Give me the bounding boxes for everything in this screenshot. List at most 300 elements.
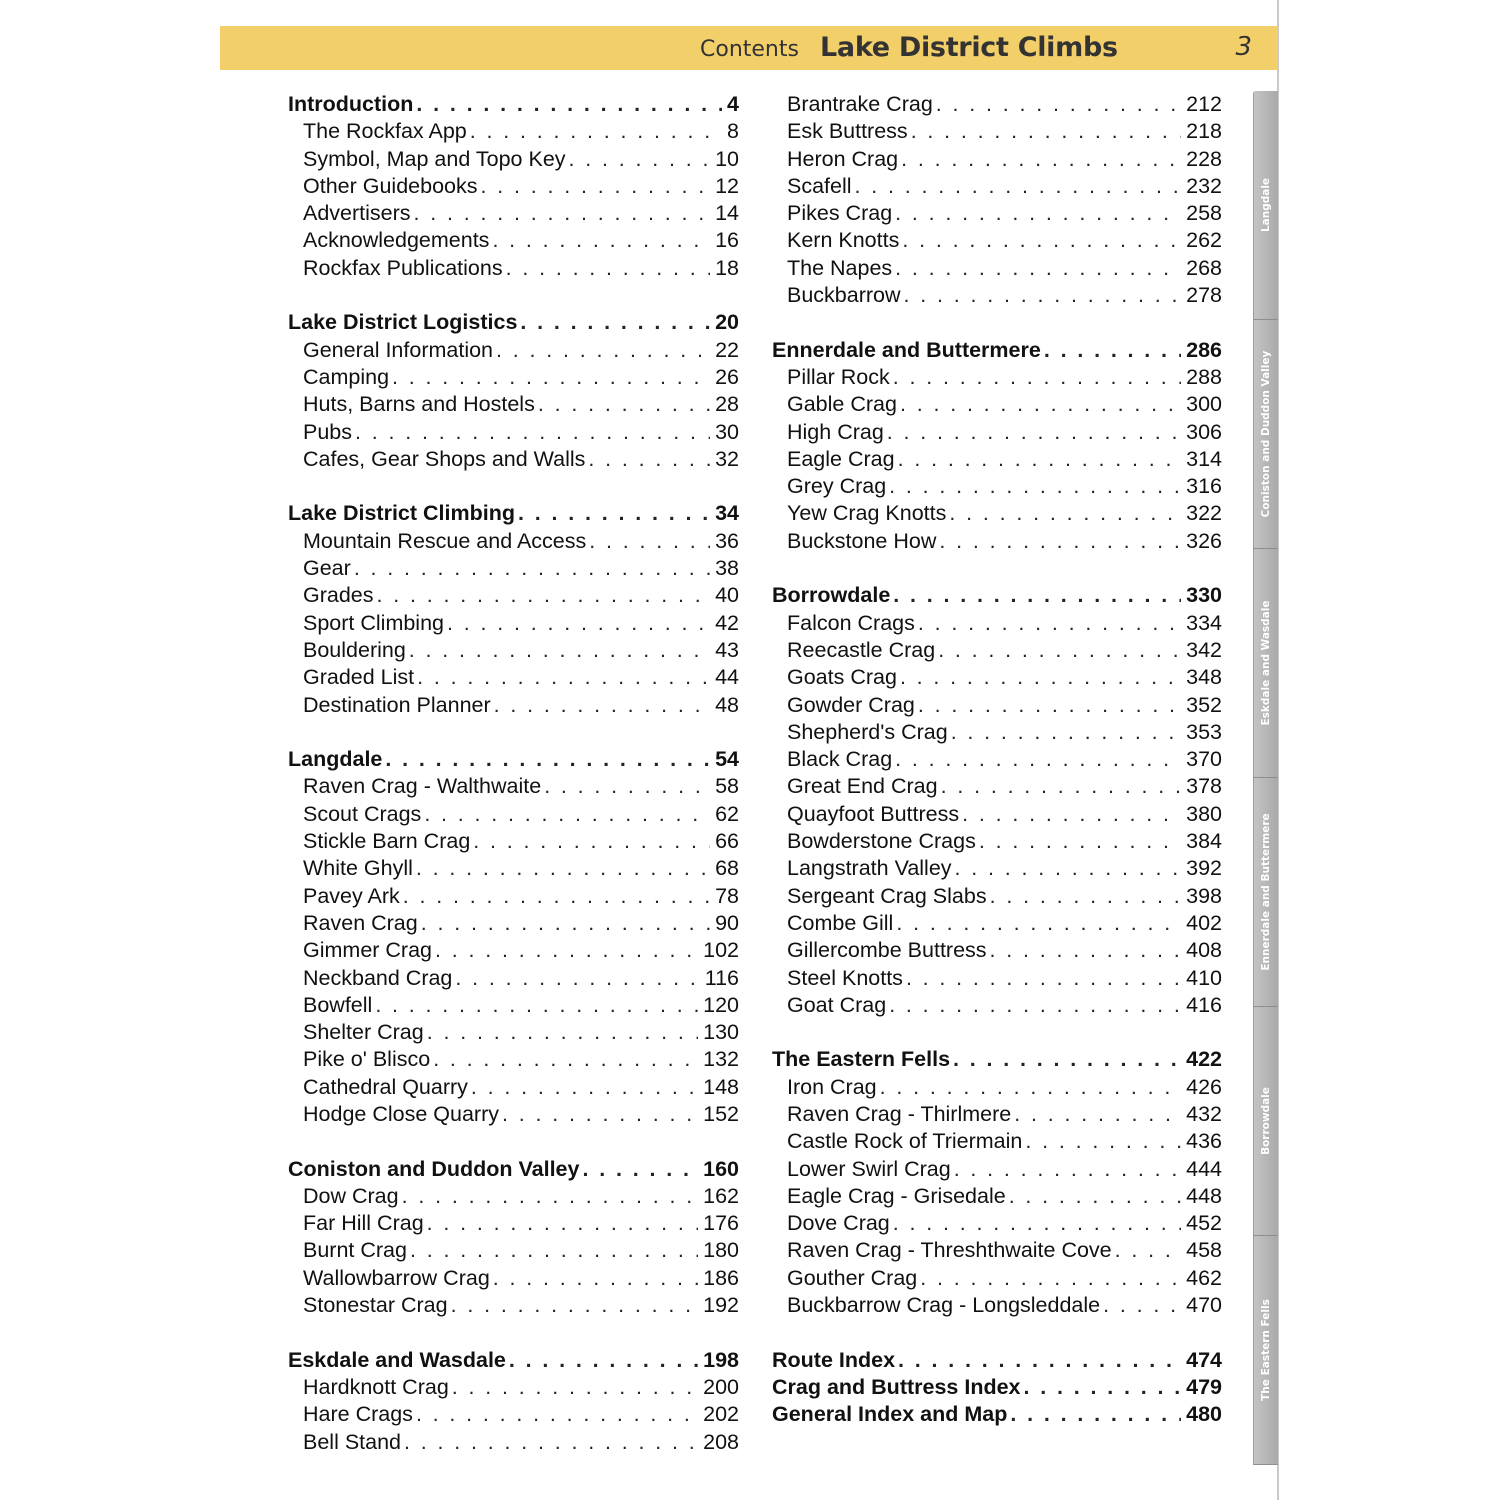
dot-leader <box>452 1374 698 1401</box>
toc-entry[interactable] <box>288 1019 739 1046</box>
toc-entry[interactable] <box>772 746 1222 773</box>
toc-entry-page: 202 <box>703 1402 739 1427</box>
toc-entry-title: White Ghyll <box>303 856 413 881</box>
toc-entry-page: 148 <box>703 1074 739 1099</box>
dot-leader <box>1103 1292 1181 1319</box>
dot-leader <box>518 500 710 527</box>
toc-section <box>772 582 1222 1019</box>
toc-entry-page: 334 <box>1186 610 1222 635</box>
toc-entry[interactable] <box>772 1101 1222 1128</box>
toc-chapter-heading-title: The Eastern Fells <box>772 1047 951 1072</box>
toc-entry[interactable] <box>772 282 1222 309</box>
toc-entry-page: 232 <box>1186 173 1222 198</box>
toc-chapter-heading[interactable] <box>772 582 1222 609</box>
dot-leader <box>938 637 1181 664</box>
toc-entry-title: Stickle Barn Crag <box>303 829 471 854</box>
toc-entry[interactable] <box>288 391 739 418</box>
toc-entry-title: Burnt Crag <box>303 1238 407 1263</box>
toc-entry-page: 448 <box>1186 1183 1222 1208</box>
toc-chapter-heading-page: 286 <box>1186 337 1222 362</box>
toc-index-entry[interactable] <box>772 1401 1222 1428</box>
dot-leader <box>470 118 722 145</box>
toc-entry[interactable] <box>288 1292 739 1319</box>
toc-entry-title: Lower Swirl Crag <box>787 1156 951 1181</box>
toc-entry[interactable] <box>772 473 1222 500</box>
dot-leader <box>895 200 1181 227</box>
chapter-tab[interactable] <box>1253 320 1278 549</box>
toc-entry-title: Pillar Rock <box>787 364 890 389</box>
toc-section <box>288 746 739 1128</box>
toc-entry-title: Esk Buttress <box>787 119 908 144</box>
dot-leader <box>416 855 710 882</box>
toc-entry-page: 26 <box>715 364 739 389</box>
toc-entry-title: Advertisers <box>303 201 411 226</box>
toc-entry-page: 62 <box>715 801 739 826</box>
toc-chapter-heading-page: 20 <box>715 310 739 335</box>
toc-entry-page: 212 <box>1186 92 1222 116</box>
dot-leader <box>900 391 1181 418</box>
toc-entry[interactable] <box>772 719 1222 746</box>
toc-entry-title: Shepherd's Crag <box>787 719 948 744</box>
toc-entry[interactable] <box>772 1292 1222 1319</box>
toc-left-column <box>288 91 739 1483</box>
toc-entry-title: Grades <box>303 583 374 608</box>
toc-entry[interactable] <box>288 637 739 664</box>
dot-leader <box>451 1292 699 1319</box>
toc-entry-title: The Rockfax App <box>303 119 467 144</box>
toc-index-entry-page: 474 <box>1186 1347 1222 1372</box>
dot-leader <box>911 118 1181 145</box>
toc-entry[interactable] <box>288 1374 739 1401</box>
toc-entry[interactable] <box>772 828 1222 855</box>
dot-leader <box>494 692 710 719</box>
toc-entry[interactable] <box>772 637 1222 664</box>
toc-section <box>772 337 1222 555</box>
toc-entry[interactable] <box>772 664 1222 691</box>
toc-entry[interactable] <box>288 910 739 937</box>
toc-chapter-heading-title: Lake District Climbing <box>288 501 515 526</box>
toc-entry[interactable] <box>772 1265 1222 1292</box>
dot-leader <box>962 801 1181 828</box>
toc-entry-title: Rockfax Publications <box>303 255 503 280</box>
toc-entry[interactable] <box>772 692 1222 719</box>
toc-entry-page: 58 <box>715 774 739 799</box>
toc-entry[interactable] <box>288 146 739 173</box>
toc-entry-page: 10 <box>715 146 739 171</box>
toc-entry[interactable] <box>772 610 1222 637</box>
toc-entry-page: 8 <box>727 119 739 144</box>
toc-entry[interactable] <box>772 801 1222 828</box>
toc-entry[interactable] <box>288 773 739 800</box>
toc-entry-title: Acknowledgements <box>303 228 490 253</box>
toc-entry-page: 353 <box>1186 719 1222 744</box>
toc-entry[interactable] <box>772 364 1222 391</box>
toc-entry[interactable] <box>772 118 1222 145</box>
toc-index-entry-page: 479 <box>1186 1374 1222 1399</box>
toc-chapter-heading[interactable] <box>288 309 739 336</box>
toc-entry[interactable] <box>772 1210 1222 1237</box>
toc-entry-title: The Napes <box>787 255 893 280</box>
dot-leader <box>1009 1183 1181 1210</box>
toc-chapter-heading-title: Coniston and Duddon Valley <box>288 1156 580 1181</box>
toc-entry[interactable] <box>288 255 739 282</box>
toc-chapter-heading-title: Ennerdale and Buttermere <box>772 337 1041 362</box>
toc-entry-page: 436 <box>1186 1129 1222 1154</box>
toc-entry-page: 314 <box>1186 446 1222 471</box>
toc-entry-title: Bouldering <box>303 637 406 662</box>
toc-entry-title: Scout Crags <box>303 801 422 826</box>
toc-entry-title: Gable Crag <box>787 392 897 417</box>
dot-leader <box>901 146 1181 173</box>
toc-chapter-heading-page: 198 <box>703 1347 739 1372</box>
chapter-tab[interactable] <box>1253 1236 1278 1465</box>
toc-entry-page: 410 <box>1186 965 1222 990</box>
toc-entry-title: Quayfoot Buttress <box>787 801 960 826</box>
toc-entry[interactable] <box>288 965 739 992</box>
toc-entry[interactable] <box>288 610 739 637</box>
dot-leader <box>377 582 711 609</box>
toc-chapter-heading[interactable] <box>288 746 739 773</box>
toc-entry[interactable] <box>288 692 739 719</box>
toc-entry-page: 14 <box>715 201 739 226</box>
toc-entry-page: 268 <box>1186 255 1222 280</box>
dot-leader <box>414 200 711 227</box>
dot-leader <box>506 255 711 282</box>
dot-leader <box>435 937 698 964</box>
toc-entry-title: Sport Climbing <box>303 610 444 635</box>
toc-entry-title: Camping <box>303 364 390 389</box>
dot-leader <box>889 992 1181 1019</box>
dot-leader <box>569 146 711 173</box>
toc-entry[interactable] <box>288 528 739 555</box>
toc-entry-page: 152 <box>703 1101 739 1126</box>
toc-entry[interactable] <box>772 173 1222 200</box>
toc-entry-page: 66 <box>715 829 739 854</box>
toc-entry-page: 218 <box>1186 119 1222 144</box>
toc-entry-page: 102 <box>703 938 739 963</box>
toc-chapter-heading[interactable] <box>288 1156 739 1183</box>
toc-entry-page: 48 <box>715 692 739 717</box>
toc-entry[interactable] <box>288 446 739 473</box>
toc-entry[interactable] <box>772 937 1222 964</box>
toc-entry-page: 306 <box>1186 419 1222 444</box>
toc-chapter-heading-title: Lake District Logistics <box>288 310 518 335</box>
dot-leader <box>893 1210 1181 1237</box>
toc-entry-title: Cafes, Gear Shops and Walls <box>303 446 586 471</box>
toc-entry-page: 43 <box>715 637 739 662</box>
dot-leader <box>427 1019 698 1046</box>
chapter-tab[interactable] <box>1253 778 1278 1007</box>
chapter-tab-label: Ennerdale and Buttermere <box>1260 813 1272 971</box>
toc-entry-page: 278 <box>1186 283 1222 308</box>
toc-entry-title: Gear <box>303 556 351 581</box>
dot-leader <box>949 500 1181 527</box>
dot-leader <box>417 664 710 691</box>
toc-entry[interactable] <box>772 446 1222 473</box>
dot-leader <box>990 937 1182 964</box>
toc-entry-page: 200 <box>703 1374 739 1399</box>
toc-index-entry[interactable] <box>772 1347 1222 1374</box>
toc-entry[interactable] <box>288 1265 739 1292</box>
toc-section <box>772 91 1222 309</box>
dot-leader <box>902 227 1181 254</box>
dot-leader <box>1044 337 1181 364</box>
toc-entry[interactable] <box>288 855 739 882</box>
toc-entry[interactable] <box>288 419 739 446</box>
dot-leader <box>889 473 1181 500</box>
toc-chapter-heading[interactable] <box>288 500 739 527</box>
toc-entry-title: Castle Rock of Triermain <box>787 1129 1023 1154</box>
dot-leader <box>918 692 1181 719</box>
dot-leader <box>410 1237 698 1264</box>
dot-leader <box>898 1347 1181 1374</box>
toc-chapter-heading-page: 422 <box>1186 1047 1222 1072</box>
toc-entry-title: Raven Crag - Thirlmere <box>787 1101 1012 1126</box>
toc-entry[interactable] <box>288 801 739 828</box>
toc-entry-page: 90 <box>715 910 739 935</box>
toc-chapter-heading-title: Langdale <box>288 747 383 772</box>
toc-section <box>288 309 739 473</box>
dot-leader <box>893 582 1181 609</box>
toc-entry-title: Neckband Crag <box>303 965 453 990</box>
toc-entry-title: Bell Stand <box>303 1429 402 1454</box>
toc-entry-title: Eagle Crag <box>787 446 895 471</box>
dot-leader <box>481 173 711 200</box>
toc-entry-page: 432 <box>1186 1101 1222 1126</box>
toc-entry-title: High Crag <box>787 419 884 444</box>
toc-chapter-heading-page: 34 <box>715 501 739 526</box>
toc-entry-page: 384 <box>1186 829 1222 854</box>
toc-chapter-heading[interactable] <box>288 1347 739 1374</box>
dot-leader <box>473 828 710 855</box>
toc-entry[interactable] <box>288 1401 739 1428</box>
toc-entry-title: Bowfell <box>303 992 373 1017</box>
chapter-tab-label: The Eastern Fells <box>1260 1299 1272 1401</box>
toc-entry[interactable] <box>288 555 739 582</box>
toc-entry[interactable] <box>772 419 1222 446</box>
chapter-tab[interactable] <box>1253 91 1278 320</box>
toc-entry-page: 378 <box>1186 774 1222 799</box>
toc-entry[interactable] <box>772 1128 1222 1155</box>
toc-entry[interactable] <box>288 1210 739 1237</box>
toc-entry-page: 300 <box>1186 392 1222 417</box>
toc-entry[interactable] <box>772 883 1222 910</box>
dot-leader <box>544 773 710 800</box>
toc-section <box>288 91 739 282</box>
header-book-title: Lake District Climbs <box>820 32 1118 63</box>
chapter-tab-label: Eskdale and Wasdale <box>1260 600 1272 726</box>
toc-entry-page: 28 <box>715 392 739 417</box>
toc-entry-title: Symbol, Map and Topo Key <box>303 146 566 171</box>
toc-entry[interactable] <box>288 118 739 145</box>
toc-entry-page: 370 <box>1186 747 1222 772</box>
toc-entry-title: Heron Crag <box>787 146 899 171</box>
toc-entry-page: 186 <box>703 1265 739 1290</box>
toc-entry[interactable] <box>288 1429 739 1456</box>
chapter-tab-label: Borrowdale <box>1260 1087 1272 1155</box>
toc-entry-title: Pubs <box>303 419 353 444</box>
toc-entry[interactable] <box>772 1237 1222 1264</box>
toc-entry-page: 426 <box>1186 1074 1222 1099</box>
dot-leader <box>918 610 1181 637</box>
toc-entry-title: Combe Gill <box>787 910 894 935</box>
dot-leader <box>520 309 710 336</box>
dot-leader <box>502 1101 698 1128</box>
dot-leader <box>1010 1401 1181 1428</box>
toc-entry-title: Buckbarrow <box>787 283 901 308</box>
dot-leader <box>409 637 710 664</box>
toc-entry[interactable] <box>772 146 1222 173</box>
toc-entry[interactable] <box>288 1101 739 1128</box>
dot-leader <box>589 528 710 555</box>
dot-leader <box>427 1210 698 1237</box>
toc-entry[interactable] <box>772 528 1222 555</box>
dot-leader <box>1024 1374 1182 1401</box>
dot-leader <box>990 883 1182 910</box>
toc-entry[interactable] <box>772 1074 1222 1101</box>
toc-entry-title: Steel Knotts <box>787 965 903 990</box>
toc-entry-title: Brantrake Crag <box>787 92 933 116</box>
toc-entry[interactable] <box>288 1237 739 1264</box>
toc-chapter-heading-page: 160 <box>703 1156 739 1181</box>
toc-entry[interactable] <box>288 937 739 964</box>
toc-entry[interactable] <box>772 391 1222 418</box>
dot-leader <box>887 419 1181 446</box>
dot-leader <box>895 746 1181 773</box>
toc-entry-page: 326 <box>1186 528 1222 553</box>
toc-entry[interactable] <box>772 1183 1222 1210</box>
dot-leader <box>424 801 710 828</box>
dot-leader <box>953 1046 1181 1073</box>
toc-chapter-heading[interactable] <box>772 337 1222 364</box>
toc-index-entry-title: Crag and Buttress Index <box>772 1374 1021 1399</box>
toc-entry[interactable] <box>288 582 739 609</box>
toc-entry-page: 408 <box>1186 938 1222 963</box>
toc-entry-page: 180 <box>703 1238 739 1263</box>
toc-entry-title: Scafell <box>787 173 852 198</box>
toc-entry[interactable] <box>288 1046 739 1073</box>
dot-leader <box>979 828 1181 855</box>
dot-leader <box>354 555 710 582</box>
toc-chapter-heading-title: Eskdale and Wasdale <box>288 1347 506 1372</box>
toc-entry[interactable] <box>288 337 739 364</box>
toc-entry-title: Hardknott Crag <box>303 1374 449 1399</box>
toc-entry-title: Raven Crag <box>303 910 418 935</box>
toc-chapter-heading-page: 330 <box>1186 583 1222 608</box>
toc-entry-page: 352 <box>1186 692 1222 717</box>
dot-leader <box>941 773 1182 800</box>
toc-entry-page: 16 <box>715 228 739 253</box>
chapter-tab[interactable] <box>1253 1007 1278 1236</box>
toc-entry-title: Raven Crag - Threshthwaite Cove <box>787 1238 1112 1263</box>
toc-entry-title: Far Hill Crag <box>303 1211 424 1236</box>
toc-chapter-heading[interactable] <box>288 91 739 118</box>
toc-entry[interactable] <box>772 91 1222 118</box>
toc-entry-page: 392 <box>1186 856 1222 881</box>
toc-entry-page: 40 <box>715 583 739 608</box>
toc-entry-title: Iron Crag <box>787 1074 877 1099</box>
dot-leader <box>588 446 710 473</box>
toc-entry[interactable] <box>772 910 1222 937</box>
toc-entry-page: 262 <box>1186 228 1222 253</box>
dot-leader <box>392 364 710 391</box>
dot-leader <box>1025 1128 1181 1155</box>
toc-chapter-heading[interactable] <box>772 1046 1222 1073</box>
toc-entry[interactable] <box>288 664 739 691</box>
chapter-tab-label: Langdale <box>1260 177 1272 233</box>
toc-entry[interactable] <box>772 255 1222 282</box>
toc-entry[interactable] <box>288 1074 739 1101</box>
toc-entry[interactable] <box>288 883 739 910</box>
toc-entry[interactable] <box>288 364 739 391</box>
toc-entry-title: Falcon Crags <box>787 610 915 635</box>
toc-entry-page: 78 <box>715 883 739 908</box>
dot-leader <box>900 664 1181 691</box>
toc-entry[interactable] <box>288 173 739 200</box>
toc-entry[interactable] <box>772 1156 1222 1183</box>
dot-leader <box>954 1156 1181 1183</box>
toc-entry-page: 36 <box>715 528 739 553</box>
toc-chapter-heading-page: 4 <box>727 92 739 116</box>
toc-entry[interactable] <box>288 992 739 1019</box>
dot-leader <box>904 282 1182 309</box>
toc-entry-title: Great End Crag <box>787 774 938 799</box>
toc-entry[interactable] <box>288 227 739 254</box>
toc-entry[interactable] <box>772 965 1222 992</box>
toc-entry[interactable] <box>772 500 1222 527</box>
dot-leader <box>936 91 1181 118</box>
toc-entry-page: 32 <box>715 446 739 471</box>
dot-leader <box>895 255 1181 282</box>
dot-leader <box>421 910 710 937</box>
dot-leader <box>920 1265 1181 1292</box>
toc-entry[interactable] <box>288 1183 739 1210</box>
toc-entry-page: 322 <box>1186 501 1222 526</box>
dot-leader <box>493 1265 698 1292</box>
toc-entry[interactable] <box>772 992 1222 1019</box>
toc-entry-title: Dove Crag <box>787 1211 890 1236</box>
toc-entry[interactable] <box>772 773 1222 800</box>
toc-entry[interactable] <box>772 855 1222 882</box>
toc-entry[interactable] <box>288 200 739 227</box>
dot-leader <box>471 1074 698 1101</box>
toc-entry-title: Bowderstone Crags <box>787 829 976 854</box>
toc-entry-title: Black Crag <box>787 747 893 772</box>
toc-entry-page: 452 <box>1186 1211 1222 1236</box>
toc-entry[interactable] <box>288 828 739 855</box>
toc-entry-page: 398 <box>1186 883 1222 908</box>
toc-entry-title: Dow Crag <box>303 1183 399 1208</box>
dot-leader <box>893 364 1181 391</box>
dot-leader <box>951 719 1181 746</box>
chapter-tab[interactable] <box>1253 549 1278 778</box>
dot-leader <box>375 992 698 1019</box>
toc-entry-page: 288 <box>1186 364 1222 389</box>
dot-leader <box>416 91 722 118</box>
toc-entry-page: 208 <box>703 1429 739 1454</box>
toc-entry-title: General Information <box>303 337 494 362</box>
toc-entry-page: 120 <box>703 992 739 1017</box>
dot-leader <box>939 528 1181 555</box>
toc-entry-title: Pike o' Blisco <box>303 1047 431 1072</box>
toc-entry[interactable] <box>772 200 1222 227</box>
toc-entry-page: 44 <box>715 665 739 690</box>
dot-leader <box>880 1074 1182 1101</box>
toc-section <box>772 1046 1222 1319</box>
toc-entry-title: Huts, Barns and Hostels <box>303 392 535 417</box>
toc-entry[interactable] <box>772 227 1222 254</box>
toc-index-entry[interactable] <box>772 1374 1222 1401</box>
